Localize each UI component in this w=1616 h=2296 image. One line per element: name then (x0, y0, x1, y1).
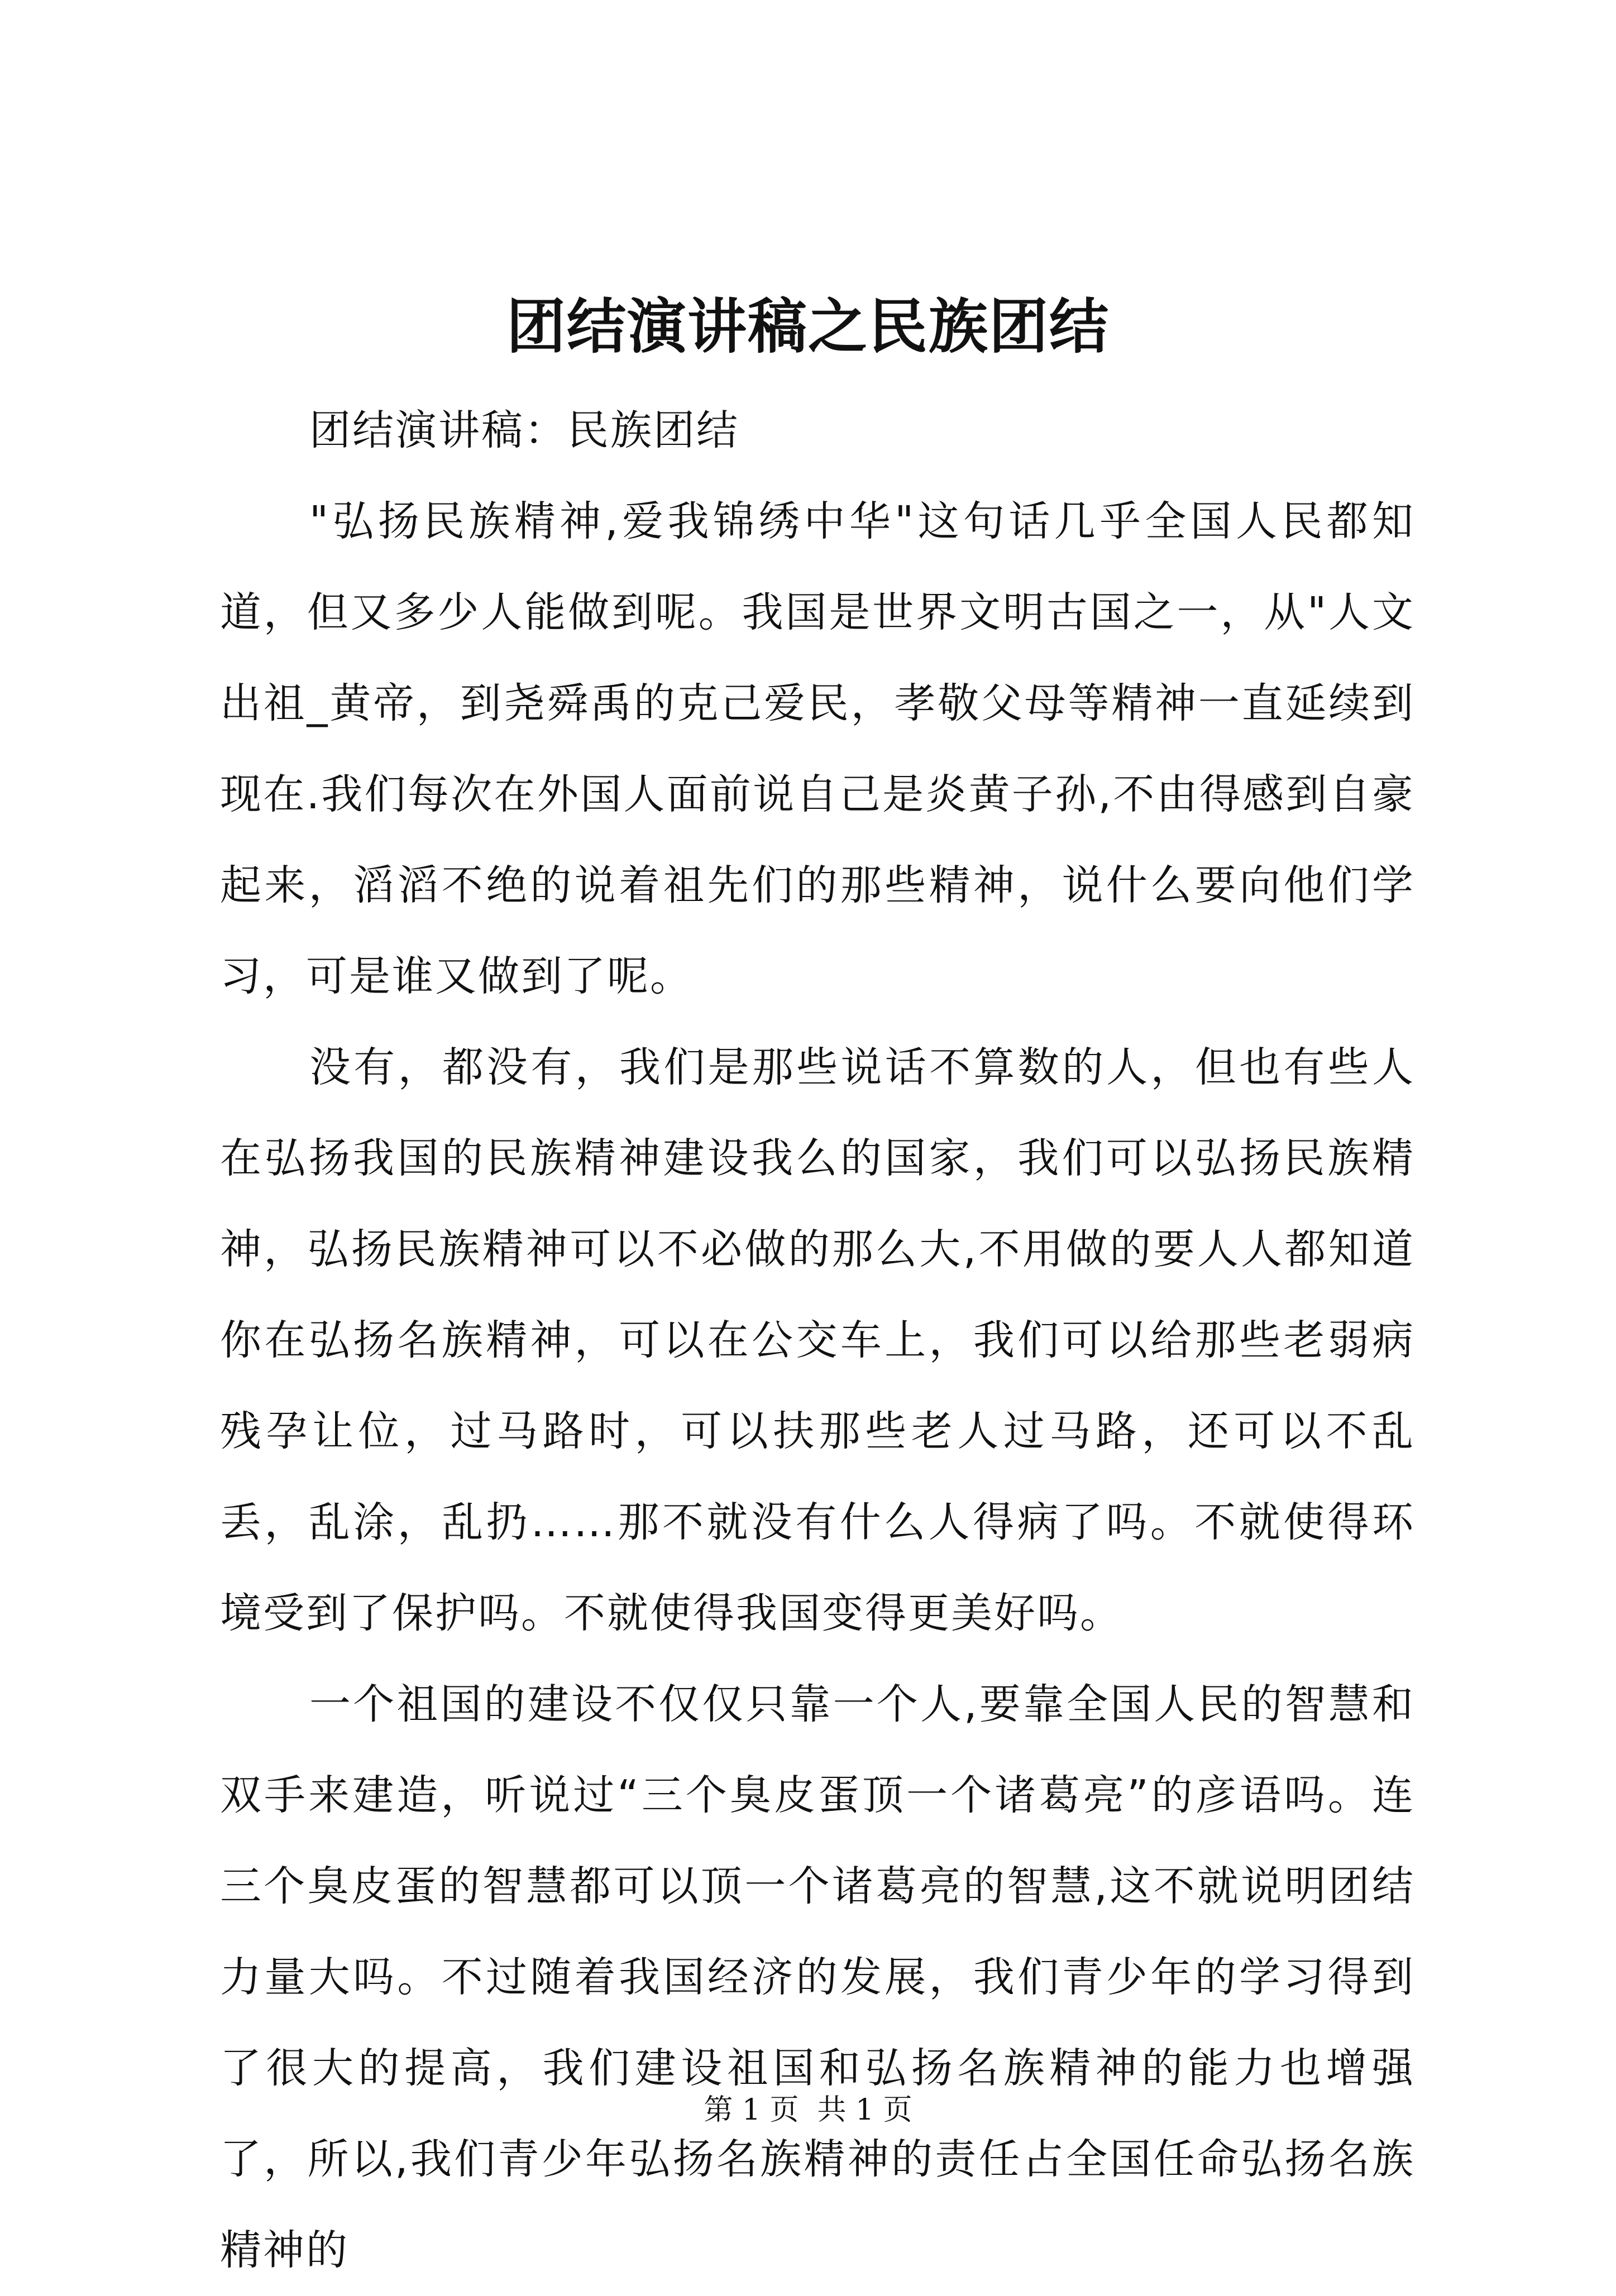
document-body (220, 385, 1415, 2296)
paragraph-3: 一个祖国的建设不仅仅只靠一个人,要靠全国人民的智慧和双手来建造，听说过“三个臭皮蛋顶一个诸葛亮”的彦语吗。连三个臭皮蛋的智慧都可以顶一个诸葛亮的智慧,这不就说明团结力量大吗。不过随着我国经济的发展，我们青少年的学习得到了很大的提高，我们建设祖国和弘扬名族精神的能力也增强了，所以,我们青少年弘扬名族精神的责任占全国任命弘扬名族精神的 (220, 1680, 1415, 2274)
paragraph-2: 没有，都没有，我们是那些说话不算数的人，但也有些人在弘扬我国的民族精神建设我么的国家，我们可以弘扬民族精神，弘扬民族精神可以不必做的那么大,不用做的要人人都知道你在弘扬名族精神，可以在公交车上，我们可以给那些老弱病残孕让位，过马路时，可以扶那些老人过马路，还可以不乱丢，乱涂，乱扔……那不就没有什么人得病了吗。不就使得环境受到了保护吗。不就使得我国变得更美好吗。 (220, 1043, 1415, 1637)
page-number-label: 第 1 页 共 1 页 (704, 2093, 912, 2127)
subtitle-paragraph: 团结演讲稿：民族团结 (309, 406, 739, 454)
page-footer (0, 2091, 1616, 2130)
document-title: 团结演讲稿之民族团结 (506, 291, 1110, 361)
paragraph-1: "弘扬民族精神,爱我锦绣中华"这句话几乎全国人民都知道，但又多少人能做到呢。我国是世界文明古国之一，从"人文出祖_黄帝，到尧舜禹的克己爱民，孝敬父母等精神一直延续到现在.我们每次在外国人面前说自己是炎黄子孙,不由得感到自豪起来，滔滔不绝的说着祖先们的那些精神，说什么要向他们学习，可是谁又做到了呢。 (220, 497, 1415, 1000)
